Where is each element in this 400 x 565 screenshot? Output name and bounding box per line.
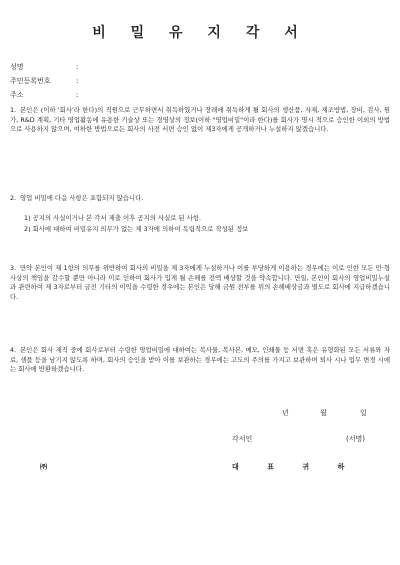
paragraph-3 [10, 264, 390, 302]
paragraph-3-text: 만약 본인이 제 1항의 의무를 위반하여 회사의 비밀을 제 3자에게 누설하거나 이를 부당하게 이용하는 경우에는 이로 인한 모든 민·형사상의 책임을 감수할 뿐만 아니라 이로 인하여 회사가 입게 될 손해를 전액 배상할 것을 약속합니다. 만일, 본인이 회사의 영업비밀누설과 관련하여 제 3자로부터 금전 기타의 이익을 수령한 경우에는 본인은 당해 금원 전부를 위의 손해배상금과 별도로 회사에 지급하겠습니다. [10, 264, 390, 301]
info-address [10, 90, 78, 100]
resident-number-label: 주민등록번호 [10, 77, 51, 85]
paragraph-3-number: 3. [10, 264, 17, 272]
date-year-label: 년 [282, 409, 289, 417]
resident-number-colon: : [76, 77, 79, 85]
paragraph-4-text: 본인은 회사 재직 중에 회사로부터 수령한 영업비밀에 대하여는 복사물, 복사본, 메모, 인쇄물 등 서면 혹은 유형화된 모든 서류와 자료, 샘플 등을 남기지 않도록 하며, 회사의 승인을 받아 이를 보관하는 경우에는 고도의 주의를 가지고 보관하며 퇴사 시나 업무 변경 시에는 회사에 반환하겠습니다. [10, 346, 390, 374]
paragraph-2-item-1: 1) 공지의 사실이거나 본 각서 제출 이후 공지의 사실로 된 사항. [24, 214, 202, 222]
paragraph-2 [10, 194, 390, 204]
paragraph-2-number: 2. [10, 194, 17, 202]
date-month-label: 월 [320, 409, 327, 417]
address-colon: : [76, 91, 79, 99]
paragraph-1 [10, 106, 390, 135]
representative-recipient: 대 표 귀 하 [232, 463, 358, 471]
info-resident-number [10, 76, 78, 86]
paragraph-2-text: 영업 비밀에 다음 사항은 포함되지 않습니다. [20, 194, 144, 202]
paragraph-1-number: 1. [10, 106, 17, 114]
info-name [10, 62, 78, 72]
paragraph-4 [10, 346, 390, 375]
company-mark: ㈜ [40, 463, 47, 471]
date-day-label: 일 [360, 409, 367, 417]
name-label: 성명 [10, 63, 24, 71]
paragraph-1-text: 본인은 (이하 '회사'라 한다)의 직원으로 근무하면서 취득하였거나 장래에 취득하게 될 회사의 생산품, 자재, 제조방법, 장비, 검사, 원가, R&D 계획, 기타 영업활동에 유용한 기술상 또는 경영상의 정보(이하 "영업비밀"이라 한다)를 회사가 명시 적으로 승인한 이외의 방법으로 사용하지 않으며, 여하한 방법으로든 회사의 사전 서면 승인 없이 제3자에게 공개하거나 누설하지 않겠습니다. [10, 106, 390, 134]
paragraph-4-number: 4. [10, 346, 17, 354]
address-label: 주소 [10, 91, 24, 99]
document-title: 비 밀 유 지 각 서 [92, 25, 308, 41]
name-colon: : [76, 63, 79, 71]
signer-label: 각서인 [232, 435, 253, 443]
signature-mark: (서명) [346, 435, 365, 443]
paragraph-2-item-2: 2) 회사에 대하여 비밀유지 의무가 없는 제 3자에 의하여 독립적으로 작성된 정보 [24, 225, 249, 233]
